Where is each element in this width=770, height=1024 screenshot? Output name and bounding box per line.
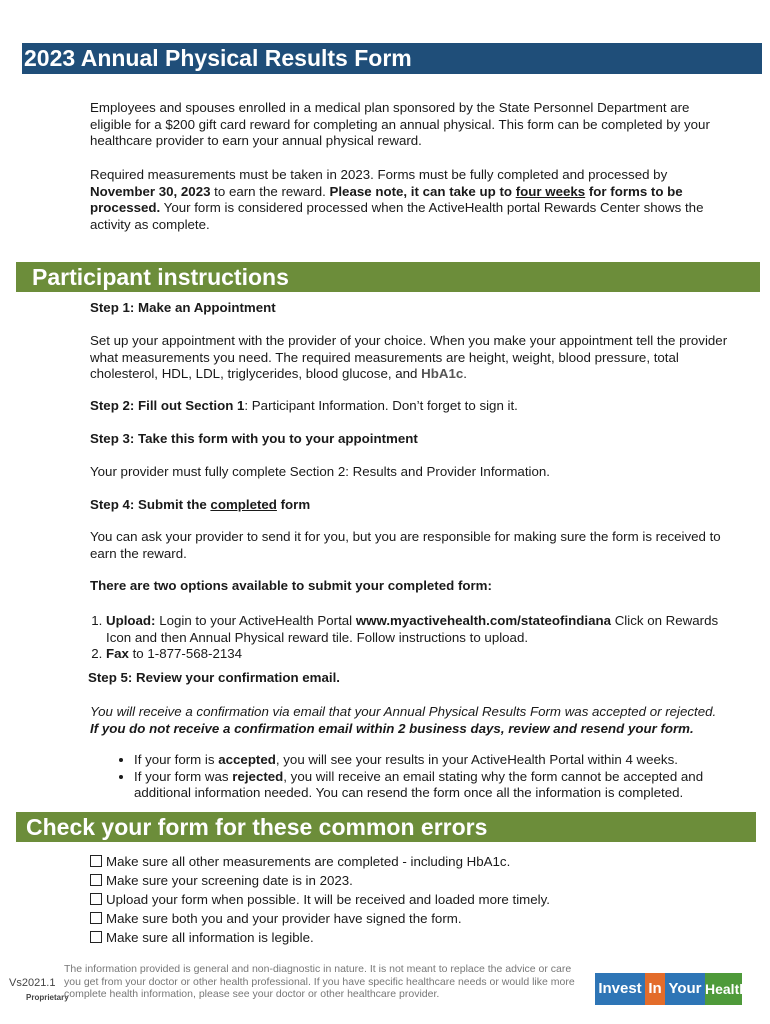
confirmation-warning: If you do not receive a confirmation email within 2 business days, review and resend your form. bbox=[90, 721, 694, 736]
checklist-item bbox=[90, 871, 353, 890]
step2-title: Step 2: Fill out Section 1 bbox=[90, 398, 245, 413]
intro-note: Please note, it can take up to bbox=[329, 183, 516, 199]
step4-title-text: Step 4: Submit the bbox=[90, 497, 211, 512]
intro-note: for forms to be processed. bbox=[90, 183, 683, 216]
step3-title: Step 3: Take this form with you to your appointment bbox=[90, 431, 418, 446]
invest-in-your-health-logo bbox=[595, 973, 748, 1005]
bullet-rejected bbox=[134, 769, 730, 802]
logo-word: Invest bbox=[595, 973, 645, 1005]
footer-disclaimer: The information provided is general and non-diagnostic in nature. It is not meant to replace the advice or care you get from your doctor or other health professional. If you have specific healthcare needs or would like more complete health information, please see your doctor or other healthcare provider. bbox=[64, 963, 575, 1001]
logo-word: Your bbox=[665, 973, 705, 1005]
step4-title-emphasis: completed bbox=[210, 497, 277, 512]
deadline-date: November 30, 2023 bbox=[90, 183, 211, 199]
bullet-emphasis: accepted bbox=[218, 752, 276, 767]
option-upload-label: Upload: bbox=[106, 613, 156, 628]
step2 bbox=[90, 398, 730, 415]
bullet-text: , you will receive an email stating why the form cannot be accepted and additional information needed. You can resend the form once all the information is completed. bbox=[134, 768, 704, 801]
intro-text: Required measurements must be taken in 2023. Forms must be fully completed and processed by bbox=[90, 167, 668, 182]
confirmation-note: You will receive a confirmation via email that your Annual Physical Results Form was accepted or rejected. bbox=[90, 704, 717, 719]
intro-paragraph-1: Employees and spouses enrolled in a medical plan sponsored by the State Personnel Department are eligible for a $200 gift card reward for completing an annual physical. This form can be completed by your healthcare provider to earn your annual physical reward. bbox=[90, 100, 710, 149]
checklist-label: Make sure all other measurements are completed - including HbA1c. bbox=[106, 854, 511, 869]
step4-title-text: form bbox=[276, 497, 311, 512]
checkbox-icon[interactable] bbox=[90, 931, 102, 943]
result-bullets bbox=[90, 752, 730, 802]
checkbox-icon[interactable] bbox=[90, 874, 102, 886]
option-fax-label: Fax bbox=[106, 646, 129, 662]
logo-word: Health bbox=[705, 973, 742, 1005]
intro-paragraph-2 bbox=[90, 167, 730, 233]
step3-body: Your provider must fully complete Section 2: Results and Provider Information. bbox=[90, 464, 550, 479]
step5-title: Step 5: Review your confirmation email. bbox=[88, 670, 340, 685]
checklist-item bbox=[90, 909, 462, 928]
option-fax bbox=[106, 646, 730, 663]
proprietary-label: Proprietary bbox=[26, 993, 69, 1002]
bullet-text: If your form is bbox=[134, 752, 219, 767]
option-upload bbox=[106, 613, 730, 646]
option-upload-text: Login to your ActiveHealth Portal bbox=[155, 613, 356, 628]
logo-word: In bbox=[645, 973, 665, 1005]
bullet-emphasis: rejected bbox=[232, 768, 284, 784]
checklist-item bbox=[90, 852, 510, 871]
checklist-label: Make sure both you and your provider have signed the form. bbox=[106, 911, 462, 926]
section-heading-instructions: Participant instructions bbox=[16, 262, 760, 292]
step1-body bbox=[90, 333, 730, 383]
intro-text: Your form is considered processed when the ActiveHealth portal Rewards Center shows the activity as complete. bbox=[90, 200, 704, 232]
checkbox-icon[interactable] bbox=[90, 855, 102, 867]
option-upload-text: Click on Rewards Icon and then Annual Physical reward tile. Follow instructions to upload. bbox=[106, 613, 719, 645]
step1-hba1c: HbA1c bbox=[421, 366, 464, 382]
bullet-accepted bbox=[134, 752, 730, 769]
step1-title: Step 1: Make an Appointment bbox=[90, 300, 276, 315]
option-fax-number: to 1-877-568-2134 bbox=[128, 646, 243, 662]
section-heading-errors: Check your form for these common errors bbox=[16, 812, 756, 842]
submit-options-title: There are two options available to submit your completed form: bbox=[90, 578, 492, 593]
bullet-text: If your form was bbox=[134, 768, 233, 784]
step4-body: You can ask your provider to send it for you, but you are responsible for making sure the form is received to earn the reward. bbox=[90, 529, 721, 561]
step1-text: . bbox=[463, 366, 467, 382]
submit-options-list bbox=[90, 613, 730, 663]
checklist-item bbox=[90, 890, 550, 909]
intro-note-duration: four weeks bbox=[515, 183, 586, 199]
step4-title bbox=[90, 497, 730, 514]
bullet-text: , you will see your results in your ActiveHealth Portal within 4 weeks. bbox=[275, 752, 678, 767]
step2-body: : Participant Information. Don’t forget to sign it. bbox=[244, 398, 518, 413]
checklist-label: Upload your form when possible. It will be received and loaded more timely. bbox=[106, 892, 550, 907]
version-label: Vs2021.1 bbox=[9, 977, 56, 989]
step1-text: Set up your appointment with the provider of your choice. When you make your appointment tell the provider what measurements you need. The required measurements are height, weight, blood pressure, total cholesterol, HDL, LDL, triglycerides, blood glucose, and bbox=[90, 333, 728, 382]
checklist-label: Make sure all information is legible. bbox=[106, 930, 314, 945]
page-title: 2023 Annual Physical Results Form bbox=[22, 43, 762, 74]
checklist-item bbox=[90, 928, 314, 947]
portal-link[interactable]: www.myactivehealth.com/stateofindiana bbox=[355, 613, 611, 628]
intro-text: to earn the reward. bbox=[210, 183, 330, 199]
checkbox-icon[interactable] bbox=[90, 912, 102, 924]
checkbox-icon[interactable] bbox=[90, 893, 102, 905]
checklist-label: Make sure your screening date is in 2023. bbox=[106, 873, 353, 888]
